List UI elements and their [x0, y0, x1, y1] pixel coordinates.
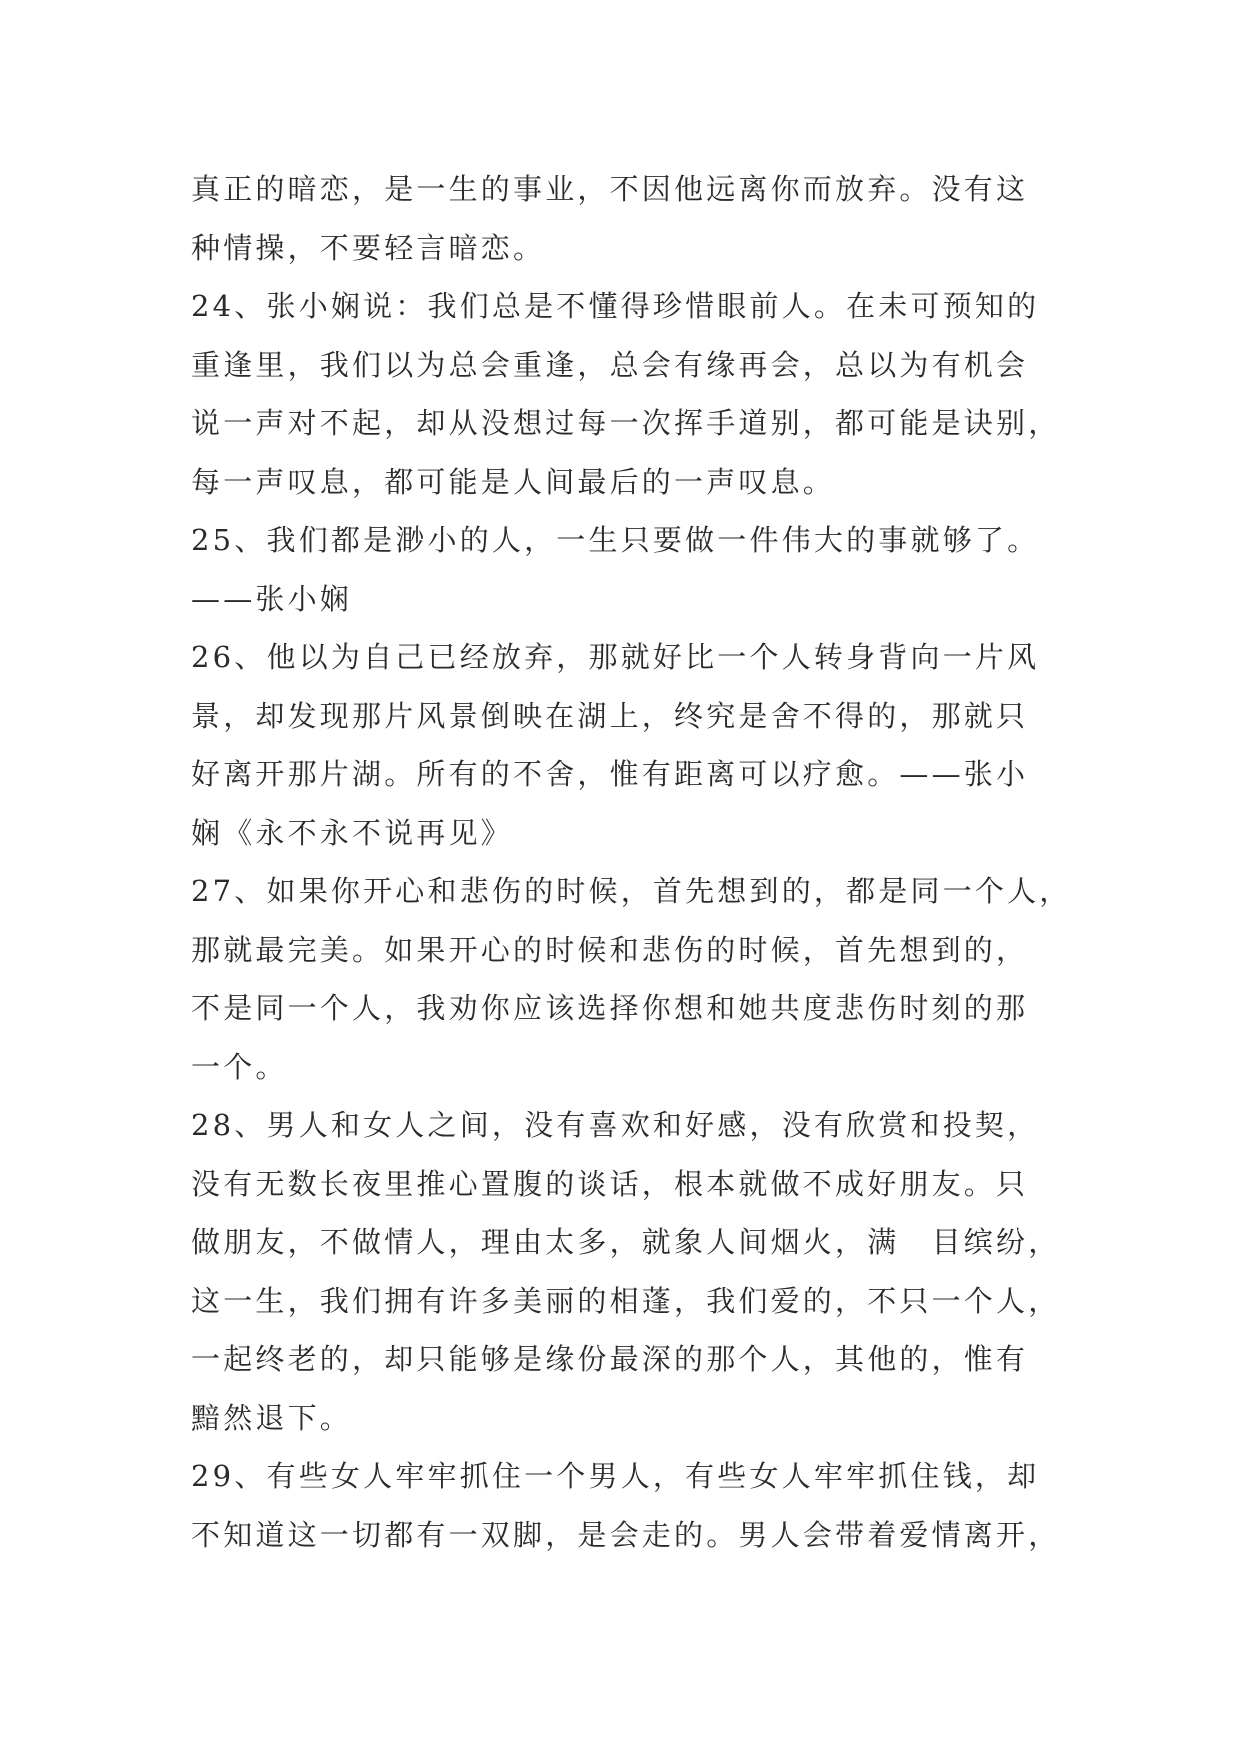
text-line: 种情操，不要轻言暗恋。: [191, 230, 546, 265]
text-line: 一个。: [191, 1049, 288, 1084]
text-line: 真正的暗恋，是一生的事业，不因他远离你而放弃。没有这: [191, 172, 1029, 206]
text-line: 重逢里，我们以为总会重逢，总会有缘再会，总以为有机会: [191, 347, 1029, 382]
text-line: 好离开那片湖。所有的不舍，惟有距离可以疗愈。——张小: [191, 757, 1029, 791]
text-line: 26、他以为自己已经放弃，那就好比一个人转身背向一片风: [191, 640, 1040, 674]
text-line: ——张小娴: [191, 581, 353, 616]
text-line: 那就最完美。如果开心的时候和悲伤的时候，首先想到的，: [191, 932, 1029, 967]
document-body: [191, 160, 1071, 1564]
text-line: 27、如果你开心和悲伤的时候，首先想到的，都是同一个人，: [191, 874, 1072, 908]
text-line: 不知道这一切都有一双脚，是会走的。男人会带着爱情离开，: [191, 1517, 1061, 1552]
text-line: 说一声对不起，却从没想过每一次挥手道别，都可能是诀别，: [191, 406, 1061, 440]
text-line: 景，却发现那片风景倒映在湖上，终究是舍不得的，那就只: [191, 698, 1029, 733]
text-line: 24、张小娴说：我们总是不懂得珍惜眼前人。在未可预知的: [191, 289, 1040, 323]
text-line: 这一生，我们拥有许多美丽的相蓬，我们爱的，不只一个人，: [191, 1283, 1061, 1318]
text-line: 没有无数长夜里推心置腹的谈话，根本就做不成好朋友。只: [191, 1166, 1029, 1201]
text-line: 29、有些女人牢牢抓住一个男人，有些女人牢牢抓住钱，却: [191, 1459, 1040, 1493]
text-line: 黯然退下。: [191, 1400, 353, 1435]
text-line: 每一声叹息，都可能是人间最后的一声叹息。: [191, 464, 836, 499]
text-line: 一起终老的，却只能够是缘份最深的那个人，其他的，惟有: [191, 1342, 1029, 1376]
text-line: 做朋友，不做情人，理由太多，就象人间烟火，满 目缤纷，: [191, 1225, 1061, 1259]
text-line: 娴《永不永不说再见》: [191, 815, 514, 850]
text-line: 不是同一个人，我劝你应该选择你想和她共度悲伤时刻的那: [191, 991, 1029, 1025]
text-line: 25、我们都是渺小的人，一生只要做一件伟大的事就够了。: [191, 523, 1040, 557]
text-line: 28、男人和女人之间，没有喜欢和好感，没有欣赏和投契，: [191, 1108, 1040, 1142]
